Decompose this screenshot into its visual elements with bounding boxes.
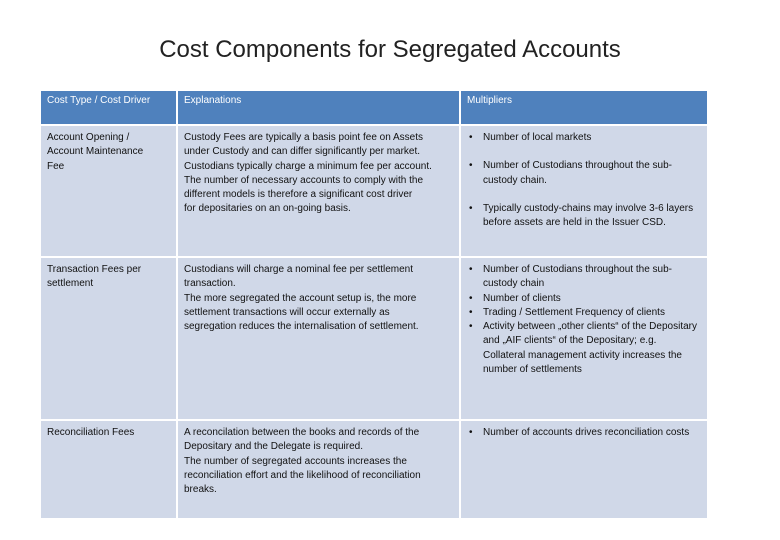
multiplier-item: • Number of Custodians throughout the sub-custody chain [467,263,701,292]
explanation-line: The number of segregated accounts increases the [184,455,407,467]
explanation-line: segregation reduces the internalisation of settlement. [184,321,419,333]
explanation-line: A reconcilation between the books and records of the [184,427,420,438]
explanation-line: reconciliation effort and the likelihood of reconciliation [184,469,421,481]
explanation-line: breaks. [184,484,217,496]
explanation-line: for depositaries on an on-going basis. [184,203,351,215]
cost-components-table [39,89,709,520]
explanation-line: The more segregated the account setup is, the more [184,292,417,304]
table-row [40,257,708,420]
explanation-line: Custodians typically charge a minimum fee per account. [184,160,432,172]
multiplier-item: • Number of local markets [467,131,701,145]
table-row [40,420,708,519]
table-header-row [40,90,708,125]
multipliers-cell [460,420,708,519]
explanation-line: settlement transactions will occur externally as [184,306,390,318]
multiplier-item: • Number of Custodians throughout the sub-custody chain. [467,159,701,188]
multiplier-item: • Trading / Settlement Frequency of clients [467,306,701,320]
slide-title: Cost Components for Segregated Accounts [159,36,621,63]
cost-type-line: Reconciliation Fees [47,427,135,438]
header-explanations: Explanations [177,90,460,125]
multipliers-cell [460,125,708,257]
explanation-cell [177,420,460,519]
cost-type-line: settlement [47,278,94,290]
cost-type-line: Account Maintenance [47,146,144,158]
explanation-line: transaction. [184,278,236,290]
cost-type-line: Transaction Fees per [47,264,142,275]
explanation-line: different models is therefore a significant cost driver [184,189,413,201]
explanation-line: Custodians will charge a nominal fee per settlement [184,264,414,275]
explanation-cell [177,257,460,420]
multipliers-list [467,131,701,230]
multiplier-item: • Number of accounts drives reconciliation costs [467,426,701,440]
multipliers-list [467,426,701,440]
cost-type-cell [40,125,177,257]
multipliers-cell [460,257,708,420]
explanation-cell [177,125,460,257]
multiplier-item: • Number of clients [467,292,701,306]
explanation-line: Custody Fees are typically a basis point fee on Assets [184,132,424,143]
header-cost-type: Cost Type / Cost Driver [40,90,177,125]
cost-type-cell [40,257,177,420]
explanation-line: Depositary and the Delegate is required. [184,441,363,453]
cost-type-line: Fee [47,160,65,172]
cost-type-cell [40,420,177,519]
explanation-line: The number of necessary accounts to comply with the [184,174,424,186]
explanation-line: under Custody and can differ significantly per market. [184,146,421,158]
multipliers-list [467,263,701,377]
table-row [40,125,708,257]
multiplier-item: • Activity between „other clients“ of the Depositary and „AIF clients“ of the Depositary; e.g. Collateral management activity increases the number of settlements [467,320,701,377]
multiplier-item: • Typically custody-chains may involve 3-6 layers before assets are held in the Issuer CSD. [467,202,701,231]
header-multipliers: Multipliers [460,90,708,125]
cost-type-line: Account Opening / [47,132,130,143]
